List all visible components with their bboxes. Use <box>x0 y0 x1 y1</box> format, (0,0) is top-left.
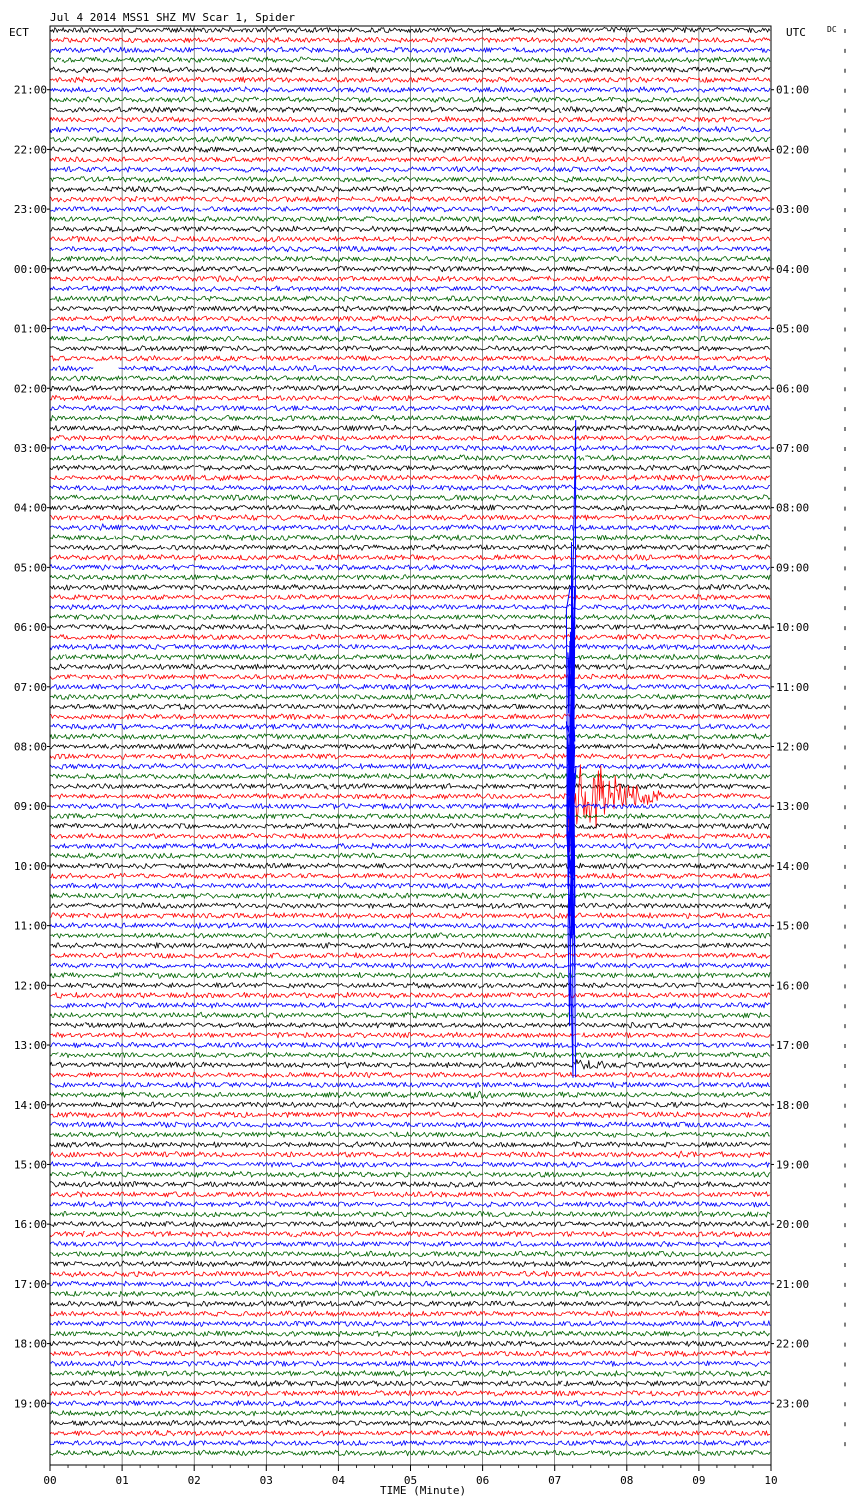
right-hour-label: 22:00 <box>776 1337 810 1351</box>
trace-line <box>50 644 770 650</box>
trace-line <box>50 37 770 43</box>
trace-line <box>50 524 770 531</box>
left-hour-label: 15:00 <box>13 1158 47 1172</box>
trace-line <box>50 1151 770 1158</box>
right-hour-label: 02:00 <box>776 143 810 157</box>
right-hour-label: 21:00 <box>776 1277 810 1291</box>
left-hour-label: 22:00 <box>13 143 47 157</box>
trace-line <box>50 375 770 381</box>
x-tick-label: 00 <box>43 1474 57 1487</box>
trace-line <box>50 1420 770 1426</box>
right-hour-label: 11:00 <box>776 680 810 694</box>
right-hour-label: 23:00 <box>776 1397 810 1411</box>
trace-line <box>50 1291 770 1297</box>
trace-line <box>50 774 770 780</box>
x-tick-label: 10 <box>764 1474 778 1487</box>
trace-line <box>50 276 770 282</box>
trace-line <box>50 326 770 332</box>
left-hour-label: 05:00 <box>13 561 47 575</box>
left-hour-label: 10:00 <box>13 859 47 873</box>
right-hour-label: 15:00 <box>776 919 810 933</box>
trace-line <box>50 1192 770 1198</box>
left-hour-label: 17:00 <box>13 1277 47 1291</box>
trace-line <box>50 704 770 710</box>
trace-line <box>50 1361 770 1367</box>
right-hour-label: 10:00 <box>776 621 810 635</box>
trace-line <box>50 1022 770 1028</box>
trace-line <box>50 1371 770 1377</box>
trace-line <box>50 784 770 790</box>
trace-line <box>50 883 770 889</box>
trace-line <box>50 1002 770 1008</box>
trace-line <box>50 425 770 431</box>
trace-line <box>50 803 770 809</box>
trace-line <box>50 1440 770 1446</box>
trace-line <box>50 1281 770 1287</box>
right-hour-label: 18:00 <box>776 1098 810 1112</box>
left-hour-label: 19:00 <box>13 1397 47 1411</box>
left-hour-label: 16:00 <box>13 1218 47 1232</box>
right-hour-label: 13:00 <box>776 800 810 814</box>
trace-line <box>50 1261 770 1267</box>
trace-line <box>50 1231 770 1237</box>
trace-line <box>50 1251 770 1257</box>
trace-line <box>50 575 770 581</box>
left-hour-label: 14:00 <box>13 1098 47 1112</box>
right-hour-label: 04:00 <box>776 262 810 276</box>
left-hour-label: 21:00 <box>13 83 47 97</box>
trace-line <box>50 67 770 73</box>
left-hour-label: 00:00 <box>13 262 47 276</box>
left-hour-label: 08:00 <box>13 740 47 754</box>
x-tick-label: 06 <box>475 1474 490 1487</box>
trace-line <box>50 1351 770 1357</box>
right-hour-label: 17:00 <box>776 1039 810 1053</box>
trace-line <box>50 653 770 660</box>
trace-line <box>50 833 770 839</box>
right-hour-label: 09:00 <box>776 561 810 575</box>
trace-line <box>50 186 770 192</box>
trace-line <box>50 336 770 342</box>
trace-line <box>50 1211 770 1217</box>
trace-line <box>50 1391 770 1397</box>
right-hour-labels <box>776 84 809 1411</box>
trace-line <box>50 893 770 899</box>
right-hour-label: 20:00 <box>776 1218 810 1232</box>
trace-line <box>50 972 770 978</box>
trace-line <box>50 236 770 242</box>
trace-line <box>50 1331 770 1337</box>
trace-line <box>50 395 770 401</box>
trace-line <box>50 624 770 630</box>
trace-line <box>50 1381 770 1387</box>
right-hour-label: 14:00 <box>776 859 810 873</box>
trace-line <box>50 127 770 133</box>
trace-line <box>50 674 770 680</box>
trace-line <box>50 316 770 322</box>
trace-line <box>50 495 770 501</box>
trace-line <box>50 604 770 610</box>
trace-line <box>50 584 770 590</box>
trace-line <box>50 27 770 33</box>
right-hour-label: 05:00 <box>776 322 810 336</box>
trace-line <box>50 1102 770 1108</box>
trace-line <box>50 913 770 919</box>
right-hour-label: 07:00 <box>776 441 810 455</box>
trace-line <box>50 1052 770 1058</box>
right-hour-label: 01:00 <box>776 83 810 97</box>
trace-line <box>50 346 770 352</box>
trace-line <box>50 97 770 103</box>
trace-line <box>50 933 770 939</box>
trace-line <box>50 455 770 461</box>
trace-line <box>50 57 770 63</box>
left-hour-label: 02:00 <box>13 382 47 396</box>
trace-line <box>50 117 770 123</box>
trace-line <box>50 475 770 481</box>
x-tick-label: 02 <box>187 1474 201 1487</box>
trace-line <box>50 296 770 302</box>
trace-line <box>50 754 770 760</box>
trace-line <box>50 1091 770 1099</box>
trace-line <box>50 1072 770 1078</box>
left-hour-label: 04:00 <box>13 501 47 515</box>
trace-line <box>50 147 770 153</box>
right-hour-label: 19:00 <box>776 1158 810 1172</box>
right-hour-label: 12:00 <box>776 740 810 754</box>
trace-line <box>50 1221 770 1227</box>
trace-line <box>50 206 770 212</box>
trace-line <box>50 1450 770 1456</box>
trace-line <box>50 286 770 292</box>
trace-line <box>50 714 770 720</box>
trace-line <box>50 1042 770 1048</box>
trace-line <box>50 694 770 700</box>
left-hour-label: 18:00 <box>13 1337 47 1351</box>
left-hour-label: 06:00 <box>13 621 47 635</box>
trace-line <box>50 246 770 252</box>
trace-line <box>50 1032 770 1038</box>
left-hour-label: 12:00 <box>13 979 47 993</box>
trace-line <box>50 306 770 312</box>
x-tick-label: 07 <box>548 1474 562 1487</box>
trace-line <box>50 1401 770 1407</box>
right-hour-label: 03:00 <box>776 203 810 217</box>
trace-line <box>50 465 770 471</box>
trace-line <box>50 1410 770 1416</box>
trace-line <box>50 256 770 262</box>
trace-line <box>50 1082 770 1088</box>
trace-line <box>50 843 770 849</box>
trace-line <box>50 366 770 372</box>
x-tick-labels <box>43 1474 777 1487</box>
left-hour-label: 01:00 <box>13 322 47 336</box>
trace-line <box>50 385 770 391</box>
x-tick-label: 09 <box>692 1474 706 1487</box>
trace-line <box>50 992 770 998</box>
trace-line <box>50 963 770 969</box>
trace-line <box>50 903 770 909</box>
trace-line <box>50 982 770 988</box>
left-hour-label: 09:00 <box>13 800 47 814</box>
trace-line <box>50 1301 770 1307</box>
trace-line <box>50 555 770 561</box>
trace-line <box>50 664 770 670</box>
right-hour-label: 16:00 <box>776 979 810 993</box>
right-axis-label: UTC <box>786 26 806 39</box>
left-hour-labels <box>14 84 47 1411</box>
trace-line <box>50 724 770 730</box>
left-hour-label: 13:00 <box>13 1039 47 1053</box>
trace-line <box>50 515 770 521</box>
trace-line <box>50 1162 770 1168</box>
trace-line <box>50 1060 770 1070</box>
trace-line <box>50 1182 770 1188</box>
x-tick-label: 04 <box>331 1474 346 1487</box>
trace-line <box>50 445 770 451</box>
trace-line <box>50 634 770 640</box>
trace-line <box>50 535 770 541</box>
right-hour-label: 08:00 <box>776 501 810 515</box>
left-hour-label: 23:00 <box>13 203 47 217</box>
trace-line <box>50 873 770 879</box>
trace-line <box>50 1112 770 1118</box>
trace-line <box>50 1201 770 1207</box>
trace-line <box>50 266 770 272</box>
trace-line <box>50 813 770 819</box>
chart-title: Jul 4 2014 MSS1 SHZ MV Scar 1, Spider <box>50 11 296 24</box>
trace-line <box>50 166 770 172</box>
trace-line <box>50 1430 770 1436</box>
trace-line <box>50 157 770 162</box>
trace-line <box>50 614 770 620</box>
trace-line <box>50 47 770 53</box>
trace-line <box>50 943 770 949</box>
trace-line <box>50 764 770 770</box>
left-axis-label: ECT <box>9 26 29 39</box>
trace-line <box>50 1271 770 1277</box>
trace-line <box>50 216 770 222</box>
trace-line <box>50 405 770 411</box>
trace-line <box>50 1241 770 1247</box>
trace-line <box>50 1341 770 1347</box>
trace-line <box>50 1172 770 1178</box>
left-hour-label: 03:00 <box>13 441 47 455</box>
seismic-traces <box>50 27 770 1456</box>
trace-line <box>50 863 770 869</box>
left-hour-label: 07:00 <box>13 680 47 694</box>
trace-line <box>50 137 770 143</box>
trace-line <box>50 226 770 232</box>
trace-line <box>50 485 770 491</box>
trace-line <box>50 545 770 551</box>
trace-line <box>50 77 770 83</box>
trace-line <box>50 1311 770 1317</box>
trace-line <box>50 1012 770 1018</box>
trace-line <box>50 565 770 571</box>
trace-line <box>50 594 770 600</box>
trace-line <box>50 757 770 852</box>
corner-label: DC <box>827 25 837 34</box>
x-axis-title: TIME (Minute) <box>380 1484 467 1497</box>
x-tick-label: 01 <box>115 1474 129 1487</box>
trace-line <box>50 1321 770 1327</box>
x-tick-label: 05 <box>403 1474 418 1487</box>
x-tick-label: 03 <box>259 1474 273 1487</box>
trace-line <box>50 953 770 959</box>
trace-line <box>50 505 770 511</box>
right-hour-label: 06:00 <box>776 382 810 396</box>
trace-line <box>50 107 770 113</box>
trace-line <box>50 744 770 750</box>
trace-line <box>50 684 770 690</box>
trace-line <box>50 87 770 93</box>
left-hour-label: 11:00 <box>13 919 47 933</box>
trace-line <box>50 356 770 362</box>
trace-line <box>50 823 770 829</box>
x-tick-label: 08 <box>620 1474 634 1487</box>
trace-line <box>50 196 770 202</box>
trace-line <box>50 435 770 441</box>
trace-line <box>50 415 770 421</box>
trace-line <box>50 1132 770 1138</box>
trace-line <box>50 176 770 182</box>
trace-line <box>50 853 770 859</box>
trace-line <box>50 734 770 740</box>
trace-line <box>50 1122 770 1128</box>
trace-line <box>50 923 770 929</box>
trace-line <box>50 1142 770 1148</box>
